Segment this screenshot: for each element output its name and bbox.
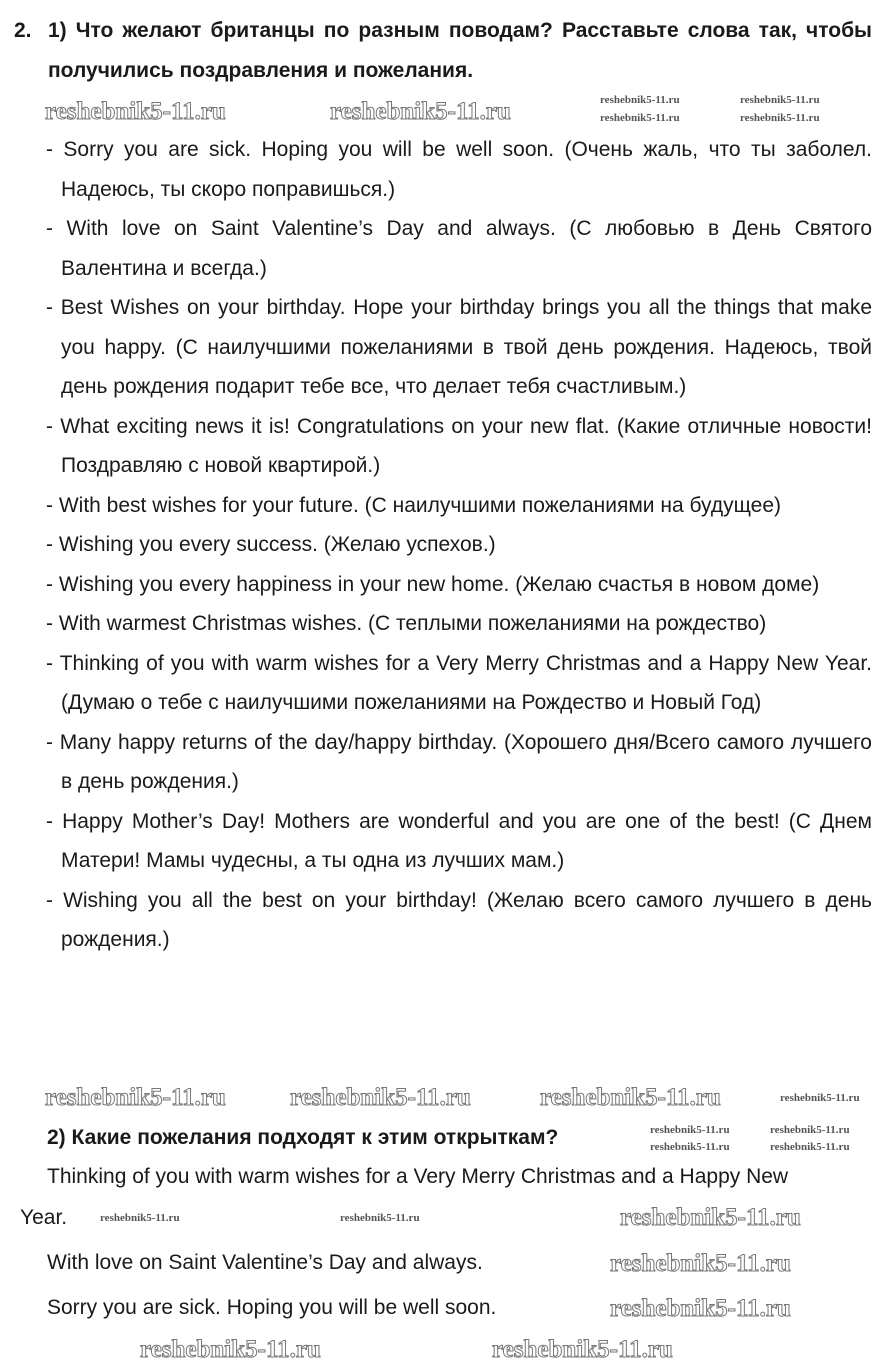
task-number: 2. — [14, 19, 32, 42]
list-item: - With love on Saint Valentine’s Day and always. (С любовью в День Святого Валентина и всегда.) — [46, 217, 872, 280]
watermark: reshebnik5-11.ru — [45, 98, 226, 125]
part2-line: Sorry you are sick. Hoping you will be well soon. — [47, 1296, 497, 1319]
list-item: - Wishing you every success. (Желаю успехов.) — [46, 533, 496, 556]
watermark: reshebnik5-11.ru — [45, 1084, 226, 1111]
watermark: reshebnik5-11.ru — [290, 1084, 471, 1111]
watermark: reshebnik5-11.ru — [770, 1141, 850, 1153]
list-item: - Sorry you are sick. Hoping you will be well soon. (Очень жаль, что ты заболел. Надеюсь, ты скоро поправишься.) — [46, 138, 872, 201]
watermark: reshebnik5-11.ru — [330, 98, 511, 125]
watermark: reshebnik5-11.ru — [140, 1336, 321, 1363]
task-title: 1) Что желают британцы по разным поводам? Расставьте слова так, чтобы получились поздравления и пожелания. — [48, 19, 872, 82]
list-item: - Wishing you all the best on your birthday! (Желаю всего самого лучшего в день рождения.) — [46, 888, 872, 951]
watermark: reshebnik5-11.ru — [650, 1141, 730, 1153]
part2-line: Thinking of you with warm wishes for a Very Merry Christmas and a Happy New — [47, 1165, 789, 1188]
watermark: reshebnik5-11.ru — [540, 1084, 721, 1111]
watermark: reshebnik5-11.ru — [610, 1295, 791, 1322]
watermark: reshebnik5-11.ru — [600, 112, 680, 124]
list-item: - Many happy returns of the day/happy birthday. (Хорошего дня/Всего самого лучшего в день рождения.) — [46, 730, 872, 793]
watermark: reshebnik5-11.ru — [780, 1092, 860, 1104]
list-item: - With best wishes for your future. (С наилучшими пожеланиями на будущее) — [46, 493, 781, 517]
part2-heading: 2) Какие пожелания подходят к этим открыткам? — [47, 1126, 559, 1149]
part2-line: With love on Saint Valentine’s Day and always. — [47, 1251, 483, 1274]
watermark: reshebnik5-11.ru — [740, 112, 820, 124]
watermark: reshebnik5-11.ru — [340, 1212, 420, 1224]
list-item: - Thinking of you with warm wishes for a Very Merry Christmas and a Happy New Year. (Думаю о тебе с наилучшими пожеланиями на Рождество и Новый Год) — [46, 651, 872, 714]
watermark: reshebnik5-11.ru — [620, 1204, 801, 1231]
list-item: - With warmest Christmas wishes. (С теплыми пожеланиями на рождество) — [46, 612, 767, 635]
list-item: - Happy Mother’s Day! Mothers are wonderful and you are one of the best! (С Днем Матери! Мамы чудесны, а ты одна из лучших мам.) — [46, 809, 872, 872]
watermark: reshebnik5-11.ru — [740, 94, 820, 106]
answer-list — [46, 130, 872, 960]
list-item: - What exciting news it is! Congratulations on your new flat. (Какие отличные новости! Поздравляю с новой квартирой.) — [46, 414, 872, 477]
watermark: reshebnik5-11.ru — [610, 1250, 791, 1277]
watermark: reshebnik5-11.ru — [600, 94, 680, 106]
list-item: - Wishing you every happiness in your new home. (Желаю счастья в новом доме) — [46, 572, 820, 596]
list-item: - Best Wishes on your birthday. Hope your birthday brings you all the things that make you happy. (С наилучшими пожеланиями в твой день рождения. Надеюсь, твой день рождения подарит тебе все, что делает тебя счастливым.) — [46, 296, 872, 398]
watermark: reshebnik5-11.ru — [650, 1124, 730, 1136]
task-heading — [14, 11, 872, 91]
part2-line: Year. — [20, 1206, 68, 1229]
watermark: reshebnik5-11.ru — [770, 1124, 850, 1136]
watermark: reshebnik5-11.ru — [492, 1336, 673, 1363]
watermark: reshebnik5-11.ru — [100, 1212, 180, 1224]
